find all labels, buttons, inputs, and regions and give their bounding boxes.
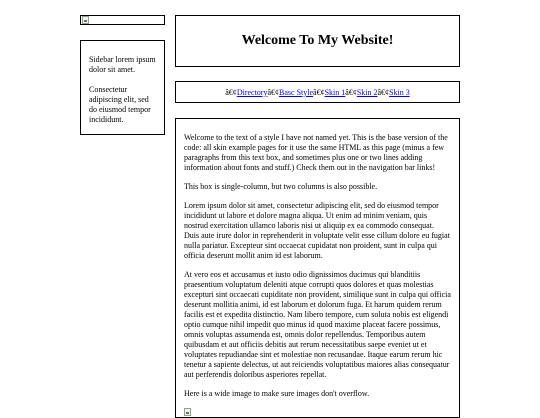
sidebar-paragraph: Sidebar lorem ipsum dolor sit amet.	[89, 55, 156, 74]
nav-link-skin-2[interactable]: Skin 2	[356, 87, 378, 97]
sidebar-logo-image	[80, 15, 165, 25]
navigation-bar	[175, 81, 460, 103]
site-header	[175, 15, 460, 67]
nav-separator: â€¢	[313, 87, 325, 97]
nav-link-basic-style[interactable]: Basc Style	[279, 87, 314, 97]
nav-separator: â€¢	[267, 87, 280, 97]
nav-separator: â€¢	[377, 87, 390, 97]
broken-image-icon	[82, 16, 89, 24]
nav-link-skin-3[interactable]: Skin 3	[389, 87, 410, 97]
nav-separator: â€¢	[225, 87, 237, 97]
nav-link-directory[interactable]: Directory	[236, 87, 268, 97]
main-content-box	[175, 118, 460, 418]
content-paragraph-columns: This box is single-column, but two columns is also possible.	[184, 182, 378, 191]
content-paragraph-at-vero: At vero eos et accusamus et iusto odio dignissimos ducimus qui blanditiis praesentium voluptatum deleniti atque corrupti quos dolores et quas molestias excepturi sint occaecati cupiditate non provident, similique sunt in culpa qui officia deserunt mollitia animi, id est laborum et dolorum fuga. Et harum quidem rerum facilis est et expedita distinctio. Nam libero tempore, cum soluta nobis est eligendi optio cumque nihil impedit quo minus id quod maxime placeat facere possimus, omnis voluptas assumenda est, omnis dolor repellendus. Temporibus autem quibusdam et aut officiis debitis aut rerum necessitatibus saepe eveniet ut et voluptates repudiandae sint et molestiae non recusandae. Itaque earum rerum hic tenetur a sapiente delectus, ut aut reiciendis voluptatibus maiores alias consequatur aut perferendis doloribus asperiores repellat.	[184, 270, 451, 379]
nav-separator: â€¢	[345, 87, 357, 97]
nav-link-skin-1[interactable]: Skin 1	[324, 87, 346, 97]
content-paragraph-image-note: Here is a wide image to make sure images don't overflow.	[184, 389, 370, 398]
sidebar-box	[80, 40, 165, 135]
wide-image-broken-icon	[184, 408, 191, 416]
content-paragraph-lorem: Lorem ipsum dolor sit amet, consectetur adipiscing elit, sed do eiusmod tempor incididunt ut labore et dolore magna aliqua. Ut enim ad minim veniam, quis nostrud exercitation ullamco laboris nisi ut aliquip ex ea commodo consequat. Duis aute irure dolor in reprehenderit in voluptate velit esse cillum dolore eu fugiat nulla pariatur. Excepteur sint occaecat cupidatat non proident, sunt in culpa qui officia deserunt mollit anim id est laborum.	[184, 201, 450, 260]
sidebar-paragraph: Consectetur adipiscing elit, sed do eiusmod tempor incididunt.	[89, 85, 151, 124]
site-title: Welcome To My Website!	[241, 33, 394, 48]
content-paragraph-intro: Welcome to the text of a style I have not named yet. This is the base version of the code: all skin example pages for it use the same HTML as this page (minus a few paragraphs from this text box, and sometimes plus one or two lines adding information about fonts and stuff.) Check them out in the navigation bar links!	[184, 133, 448, 172]
